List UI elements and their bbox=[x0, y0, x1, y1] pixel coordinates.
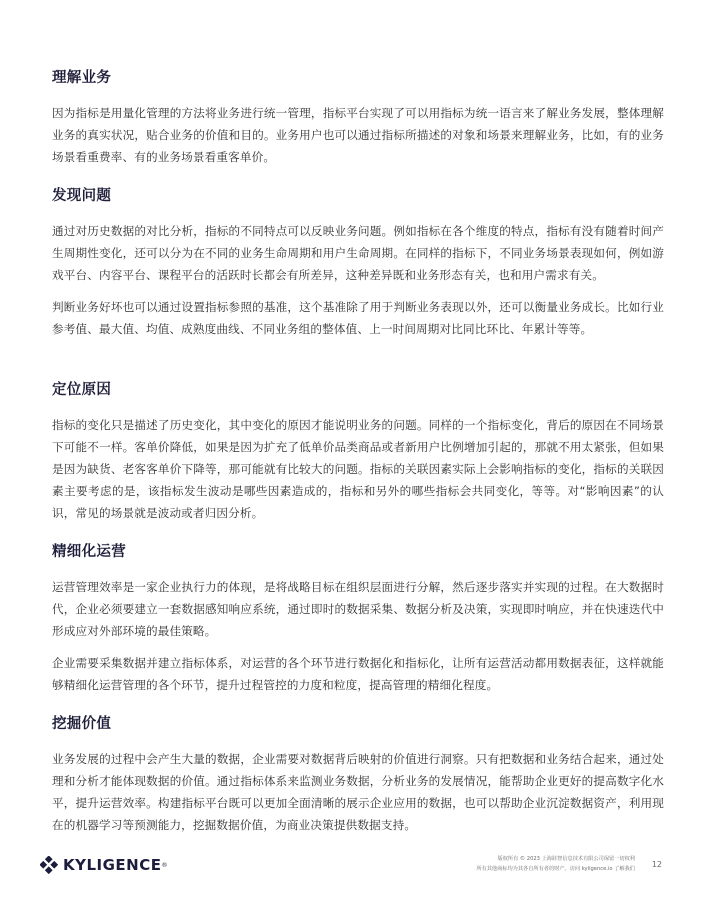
section-find-problems bbox=[52, 186, 664, 340]
section-heading: 挖掘价值 bbox=[52, 716, 112, 732]
logo-wordmark: KYLIGENCE bbox=[63, 856, 162, 874]
section-refined-operations bbox=[52, 542, 664, 696]
section-paragraph: 判断业务好坏也可以通过设置指标参照的基准，这个基准除了用于判断业务表现以外，还可以衡量业务成长。比如行业参考值、最大值、均值、成熟度曲线、不同业务组的整体值、上一时间周期对比同比环比、年累计等等。 bbox=[52, 300, 664, 336]
section-paragraph: 通过对历史数据的对比分析，指标的不同特点可以反映业务问题。例如指标在各个维度的特点，指标有没有随着时间产生周期性变化，还可以分为在不同的业务生命周期和用户生命周期。在同样的指标下，不同业务场景表现如何，例如游戏平台、内容平台、课程平台的活跃时长都会有所差异，这种差异既和业务形态有关，也和用户需求有关。 bbox=[52, 224, 664, 282]
legal-line: 版权所有 © 2023 上海跬智信息技术有限公司保留一切权利 bbox=[497, 856, 635, 862]
page-number: 12 bbox=[651, 860, 662, 869]
kyligence-logo bbox=[40, 856, 168, 874]
section-mine-value bbox=[52, 714, 664, 836]
legal-notice bbox=[375, 854, 635, 874]
section-understand-business bbox=[52, 68, 664, 168]
section-paragraph: 指标的变化只是描述了历史变化，其中变化的原因才能说明业务的问题。同样的一个指标变化，背后的原因在不同场景下可能不一样。客单价降低，如果是因为扩充了低单价品类商品或者新用户比例增加引起的，那就不用太紧张，但如果是因为缺货、老客客单价下降等，那可能就有比较大的问题。指标的关联因素实际上会影响指标的变化，指标的关联因素主要考虑的是，该指标发生波动是哪些因素造成的，指标和另外的哪些指标会共同变化，等等。对“影响因素”的认识，常见的场景就是波动或者归因分析。 bbox=[52, 418, 664, 520]
kyligence-mark-icon bbox=[40, 856, 58, 874]
section-paragraph: 业务发展的过程中会产生大量的数据，企业需要对数据背后映射的价值进行洞察。只有把数据和业务结合起来，通过处理和分析才能体现数据的价值。通过指标体系来监测业务数据，分析业务的发展情况，能帮助企业更好的提高数字化水平，提升运营效率。构建指标平台既可以更加全面清晰的展示企业应用的数据，也可以帮助企业沉淀数据资产，利用现在的机器学习等预测能力，挖掘数据价值，为商业决策提供数据支持。 bbox=[52, 752, 664, 832]
section-locate-causes bbox=[52, 380, 664, 524]
section-heading: 精细化运营 bbox=[52, 544, 126, 560]
registered-mark: ® bbox=[161, 861, 168, 869]
section-paragraph: 运营管理效率是一家企业执行力的体现，是将战略目标在组织层面进行分解，然后逐步落实并实现的过程。在大数据时代，企业必须要建立一套数据感知响应系统，通过即时的数据采集、数据分析及决策，实现即时响应，并在快速迭代中形成应对外部环境的最佳策略。 bbox=[52, 580, 664, 638]
section-heading: 定位原因 bbox=[52, 382, 112, 398]
section-heading: 理解业务 bbox=[52, 70, 112, 86]
section-paragraph: 因为指标是用量化管理的方法将业务进行统一管理，指标平台实现了可以用指标为统一语言来了解业务发展，整体理解业务的真实状况，贴合业务的价值和目的。业务用户也可以通过指标所描述的对象和场景来理解业务，比如，有的业务场景看重费率、有的业务场景看重客单价。 bbox=[52, 106, 664, 164]
legal-line: 所有其他商标均为其各自所有者的财产。访问 kyligence.io 了解我们 bbox=[476, 866, 635, 872]
page-footer bbox=[0, 850, 710, 890]
section-paragraph: 企业需要采集数据并建立指标体系，对运营的各个环节进行数据化和指标化，让所有运营活动都用数据表征，这样就能够精细化运营管理的各个环节，提升过程管控的力度和粒度，提高管理的精细化程度。 bbox=[52, 656, 664, 692]
section-heading: 发现问题 bbox=[52, 188, 112, 204]
